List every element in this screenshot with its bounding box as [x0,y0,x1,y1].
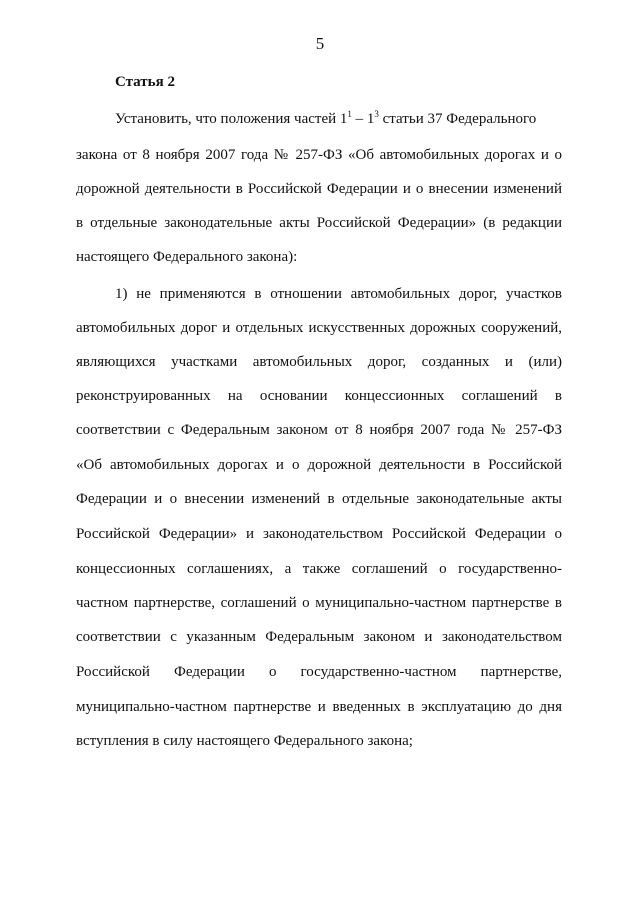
paragraph-2-line-4: реконструированных на основании концессионных соглашений в [76,388,562,404]
paragraph-2-line-2: автомобильных дорог и отдельных искусственных дорожных сооружений, [76,320,562,336]
paragraph-2-line-13: муниципально-частном партнерстве и введенных в эксплуатацию до дня [76,699,562,715]
paragraph-2-line-3: являющихся участками автомобильных дорог, созданных и (или) [76,354,562,370]
paragraph-2-line-9: концессионных соглашениях, а также соглашений о государственно- [76,561,562,577]
paragraph-2-line-1: 1) не применяются в отношении автомобильных дорог, участков [115,286,562,302]
paragraph-2-line-8: Российской Федерации» и законодательством Российской Федерации о [76,526,562,542]
paragraph-2-line-5: соответствии с Федеральным законом от 8 ноября 2007 года № 257-ФЗ [76,422,562,438]
paragraph-2-line-14: вступления в силу настоящего Федерального закона; [76,733,413,749]
paragraph-2-line-10: частном партнерстве, соглашений о муниципально-частном партнерстве в [76,595,562,611]
paragraph-2-line-6: «Об автомобильных дорогах и о дорожной деятельности в Российской [76,457,562,473]
paragraph-2-line-7: Федерации и о внесении изменений в отдельные законодательные акты [76,491,562,507]
paragraph-2-line-12: Российской Федерации о государственно-частном партнерстве, [76,664,562,680]
page-number: 5 [315,34,325,53]
paragraph-2-line-11: соответствии с указанным Федеральным законом и законодательством [76,629,562,645]
paragraph-1-line-2: закона от 8 ноября 2007 года № 257-ФЗ «Об автомобильных дорогах и о [76,147,562,163]
article-heading: Статья 2 [115,74,175,90]
paragraph-1-line-4: в отдельные законодательные акты Российской Федерации» (в редакции [76,215,562,231]
superscript-3: 3 [374,109,379,119]
superscript-1: 1 [347,109,352,119]
paragraph-1-line-1: Установить, что положения частей $1^1 - 1^3$ статьи 37 Федерального [115,109,537,127]
paragraph-1-line-5: настоящего Федерального закона): [76,249,298,265]
paragraph-1-line-3: дорожной деятельности в Российской Федерации и о внесении изменений [76,181,562,197]
